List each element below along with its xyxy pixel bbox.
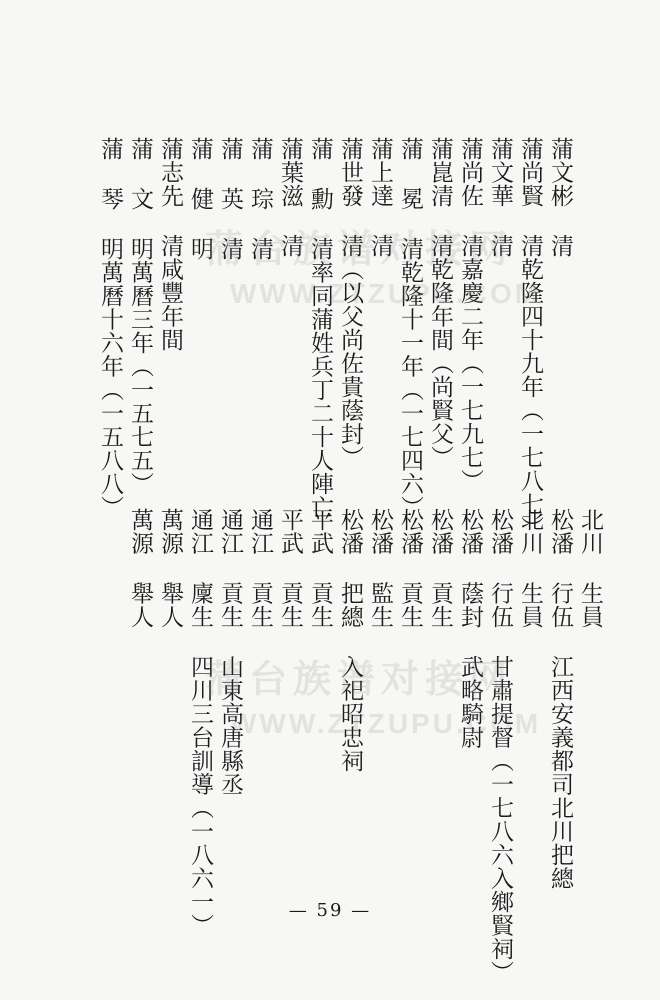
upper-col-4: 蒲尚佐 清嘉慶二年（一七九七）	[457, 137, 483, 493]
lower-col-2: 松潘 行伍 江西安義都司北川把總	[547, 508, 573, 890]
lower-col-8: 松潘 監生	[367, 508, 393, 629]
upper-col-5: 蒲崑清 清乾隆年間（尚賢父）	[427, 137, 453, 469]
upper-col-1: 蒲文彬 清	[547, 137, 573, 258]
lower-col-6: 松潘 貢生	[427, 508, 453, 629]
upper-col-3: 蒲文華 清	[487, 137, 513, 258]
lower-col-3: 北川 生員	[517, 508, 543, 629]
lower-col-4: 松潘 行伍 甘肅提督（一七八六入鄉賢祠）	[487, 508, 513, 984]
upper-col-13: 蒲 健 明	[187, 137, 213, 261]
upper-col-14: 蒲志先 清咸豐年間	[157, 137, 183, 352]
upper-col-16: 蒲 琴 明萬曆十六年（一五八八）	[97, 137, 123, 519]
upper-col-10: 蒲葉滋 清	[277, 137, 303, 258]
upper-col-9: 蒲 勳 清率同蒲姓兵丁二十人陣亡	[307, 137, 333, 519]
watermark-en-lower: WWW.ZTZUPU.COM	[230, 708, 542, 739]
lower-col-9: 松潘 把總 入祀昭忠祠	[337, 508, 363, 773]
page-number: — 59 —	[288, 900, 372, 921]
lower-col-13: 通江 貢生 山東高唐縣丞	[217, 508, 243, 796]
lower-col-12: 通江 貢生	[247, 508, 273, 629]
lower-col-11: 平武 貢生	[277, 508, 303, 629]
upper-col-8: 蒲世發 清（以父尚佐貴蔭封）	[337, 137, 363, 469]
upper-col-11: 蒲 琮 清	[247, 137, 273, 261]
upper-col-15: 蒲 文 明萬曆三年（一五七五）	[127, 137, 153, 496]
watermark-cn-lower: 蒲台族谱对接网	[205, 659, 514, 701]
lower-col-7: 松潘 貢生	[397, 508, 423, 629]
lower-col-15: 萬源 舉人	[157, 508, 183, 629]
watermark-en-upper: WWW.ZTZUPU.COM	[230, 278, 542, 309]
upper-col-6: 蒲 冕 清乾隆十一年（一七四六）	[397, 137, 423, 519]
lower-col-10: 平武 貢生	[307, 508, 333, 629]
upper-col-2: 蒲尚賢 清乾隆四十九年（一七八七）	[517, 137, 543, 540]
lower-col-14: 通江 廩生 四川三台訓導（一八六一）	[187, 508, 213, 937]
lower-col-16: 萬源 舉人	[127, 508, 153, 629]
upper-col-12: 蒲 英 清	[217, 137, 243, 261]
lower-col-1: 北川 生員	[577, 508, 603, 629]
upper-col-7: 蒲上達 清	[367, 137, 393, 258]
watermark-cn-upper: 蒲台族谱对接网	[205, 229, 514, 271]
lower-col-5: 松潘 蔭封 武略騎尉	[457, 508, 483, 749]
